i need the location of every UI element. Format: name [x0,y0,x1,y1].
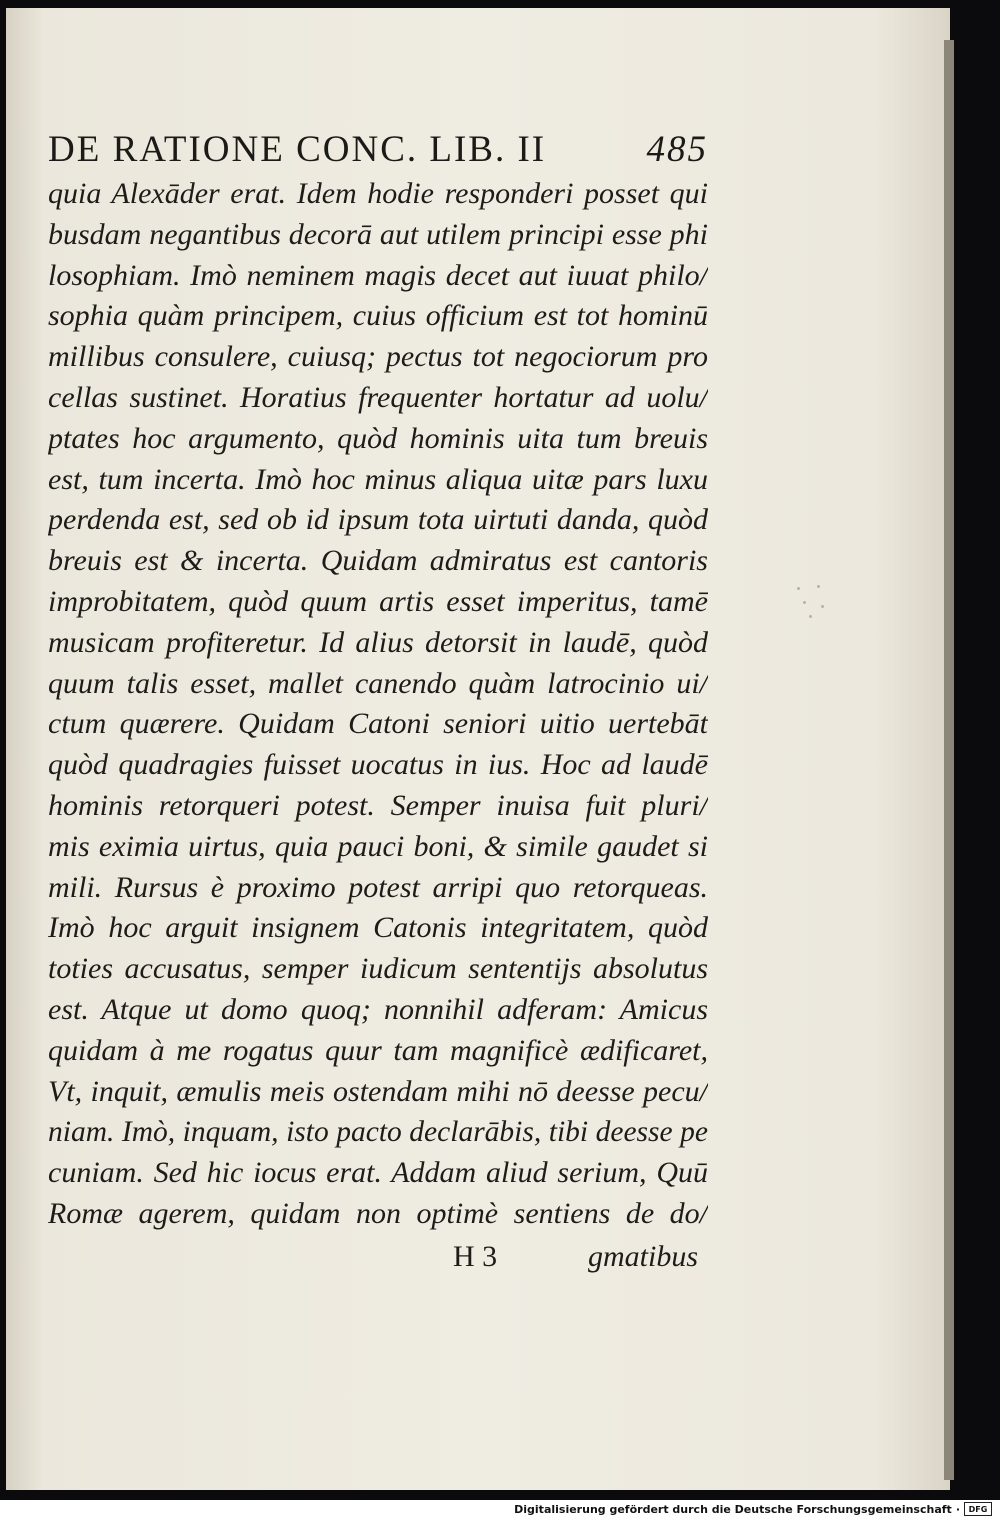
dfg-logo-icon: DFG [964,1502,992,1516]
book-page [6,8,950,1490]
catchword: gmatibus [587,1240,698,1273]
text-line: improbitatem, quòd quum artis esset imperitus, tamē [48,584,708,618]
credit-text: Digitalisierung gefördert durch die Deutsche Forschungsgemeinschaft [514,1502,952,1516]
text-line: niam. Imò, inquam, isto pacto declarābis, tibi deesse pe [48,1116,708,1149]
text-line: quòd quadragies fuisset uocatus in ius. Hoc ad laudē [48,748,708,782]
text-line: quum talis esset, mallet canendo quàm latrocinio ui/ [48,666,708,700]
text-line: est. Atque ut domo quoq; nonnihil adferam: Amicus [48,992,708,1026]
text-line: cuniam. Sed hic iocus erat. Addam aliud serium, Quū [48,1156,708,1190]
text-line: Imò hoc arguit insignem Catonis integritatem, quòd [48,911,708,945]
text-line: mili. Rursus è proximo potest arripi quo retorqueas. [48,870,708,904]
text-line: ptates hoc argumento, quòd hominis uita tum breuis [48,421,708,455]
text-line: losophiam. Imò neminem magis decet aut iuuat philo/ [48,258,708,292]
text-line: busdam negantibus decorā aut utilem principi esse phi [48,217,708,251]
running-title: DE RATIONE CONC. LIB. II [48,129,547,170]
text-line: sophia quàm principem, cuius officium est tot hominū [48,299,708,333]
signature-mark: H 3 [453,1240,498,1273]
text-line: cellas sustinet. Horatius frequenter hortatur ad uolu/ [48,380,708,414]
text-line: millibus consulere, cuiusq; pectus tot negociorum pro [48,340,708,374]
text-line: toties accusatus, semper iudicum sententijs absolutus [48,952,708,986]
text-block [48,174,708,1235]
signature-line [48,1240,708,1280]
text-line: est, tum incerta. Imò hoc minus aliqua uitæ pars luxu [48,462,708,496]
text-line: mis eximia uirtus, quia pauci boni, & simile gaudet si [48,829,708,863]
digitization-credit: Digitalisierung gefördert durch die Deutsche Forschungsgemeinschaft · DFG [514,1502,992,1516]
text-line: breuis est & incerta. Quidam admiratus est cantoris [48,544,708,578]
text-line: perdenda est, sed ob id ipsum tota uirtuti danda, quòd [48,503,708,537]
running-header [48,128,708,174]
text-line: Vt, inquit, æmulis meis ostendam mihi nō deesse pecu/ [48,1074,708,1108]
text-line: quidam à me rogatus quur tam magnificè ædificaret, [48,1033,708,1067]
page-number: 485 [646,129,708,170]
text-line: musicam profiteretur. Id alius detorsit in laudē, quòd [48,625,708,659]
text-line: ctum quærere. Quidam Catoni seniori uitio uertebāt [48,707,708,741]
page-edge-shadow [944,40,954,1480]
text-line: Romæ agerem, quidam non optimè sentiens de do/ [48,1196,708,1230]
paper-blemish [791,583,831,623]
text-line: hominis retorqueri potest. Semper inuisa fuit pluri/ [48,788,708,822]
text-line: quia Alexāder erat. Idem hodie responderi posset qui [48,177,708,210]
